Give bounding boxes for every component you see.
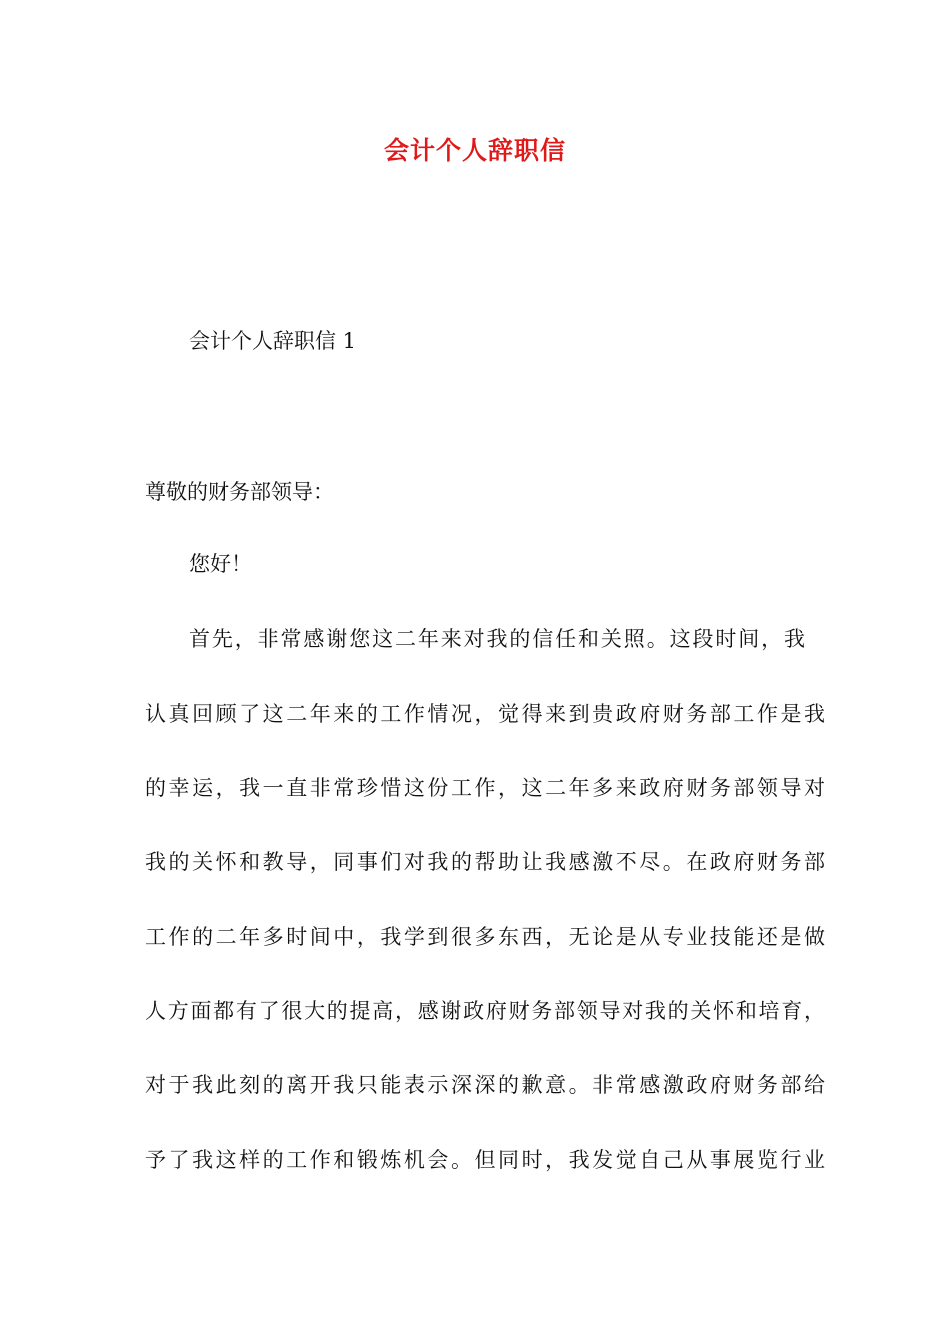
body-line: 的幸运，我一直非常珍惜这份工作，这二年多来政府财务部领导对 [145,776,825,800]
body-line: 我的关怀和教导，同事们对我的帮助让我感激不尽。在政府财务部 [145,850,825,874]
letter-heading: 会计个人辞职信 1 [189,329,357,353]
body-line: 对于我此刻的离开我只能表示深深的歉意。非常感激政府财务部给 [145,1073,825,1097]
body-line: 认真回顾了这二年来的工作情况，觉得来到贵政府财务部工作是我 [145,702,825,726]
body-line: 工作的二年多时间中，我学到很多东西，无论是从专业技能还是做 [145,925,825,949]
body-line: 首先，非常感谢您这二年来对我的信任和关照。这段时间，我 [189,627,805,651]
greeting: 您好！ [189,552,252,576]
salutation: 尊敬的财务部领导： [145,480,334,504]
body-line: 人方面都有了很大的提高，感谢政府财务部领导对我的关怀和培育， [145,999,825,1023]
body-line: 予了我这样的工作和锻炼机会。但同时，我发觉自己从事展览行业 [145,1148,825,1172]
document-title: 会计个人辞职信 [383,136,566,165]
